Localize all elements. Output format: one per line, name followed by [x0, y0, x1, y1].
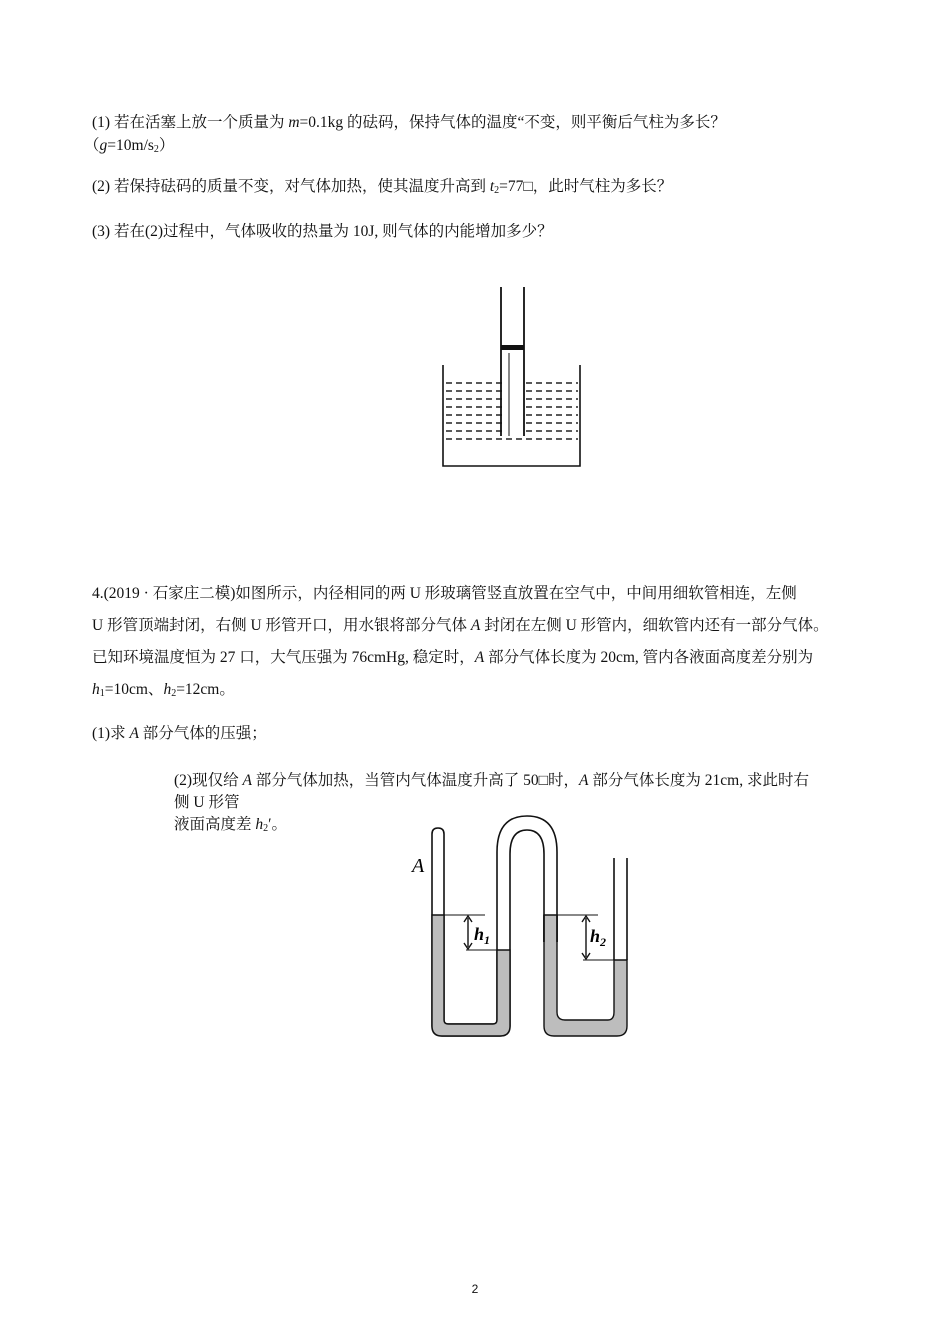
q4-line3-text-a: 已知环境温度恒为 27 口，大气压强为 76cmHg, 稳定时，	[92, 649, 475, 666]
label-h2-sub: 2	[600, 935, 607, 949]
q4-sub2-line3	[174, 815, 287, 839]
q4-sub2-end: 。	[271, 816, 288, 833]
q3-p1-mass-symbol: m	[288, 114, 300, 131]
q3-p1-g-value: =10m/s	[107, 137, 154, 154]
u-tube-figure	[400, 812, 640, 1042]
q4-h2-value: =12cm。	[176, 681, 235, 698]
label-h2	[590, 926, 606, 949]
label-A: A	[412, 855, 425, 877]
q4-line2-text-a: U 形管顶端封闭，右侧 U 形管开口，用水银将部分气体	[92, 617, 471, 634]
q4-h2-sub: 2	[171, 688, 177, 699]
q3-part2	[92, 177, 672, 201]
q4-h1-symbol: h	[92, 681, 100, 698]
q4-h2-symbol: h	[163, 681, 172, 698]
q4-sub2-text-a: (2)现仅给	[174, 772, 243, 789]
q4-sub2-line2: 侧 U 形管	[174, 794, 240, 811]
q4-sub1-text-b: 部分气体的压强；	[138, 725, 267, 742]
q4-sub2-line1	[174, 771, 809, 791]
q3-part1-line1	[92, 113, 726, 133]
q4-sub1-A: A	[129, 725, 139, 742]
q3-p1-text-a: (1) 若在活塞上放一个质量为	[92, 114, 289, 131]
q4-line3-text-b: 部分气体长度为 20cm, 管内各液面高度差分别为	[484, 649, 814, 666]
q3-p2-t-sub: 2	[494, 185, 500, 196]
q3-p1-g-exponent: 2	[153, 144, 159, 155]
q4-line2-A: A	[470, 617, 481, 634]
q4-h1-sub: 1	[99, 688, 105, 699]
q4-sub1-text-a: (1)求	[92, 725, 130, 742]
q3-part1-line2	[84, 136, 174, 160]
q3-p1-text-b: =0.1kg 的砝码，保持气体的温度“不变，则平衡后气柱为多长？	[299, 114, 726, 131]
q4-line1: 4.(2019 · 石家庄二模)如图所示，内径相同的两 U 形玻璃管竖直放置在空气中，中间用细软管相连，左侧	[92, 585, 797, 602]
piston-tube-figure	[438, 283, 588, 473]
q4-line2	[92, 616, 829, 636]
label-h1-h: h	[474, 924, 485, 944]
q4-h1-value: =10cm、	[104, 681, 164, 698]
q3-part3: (3) 若在(2)过程中，气体吸收的热量为 10J, 则气体的内能增加多少？	[92, 223, 553, 240]
q4-line2-text-b: 封闭在左侧 U 形管内，细软管内还有一部分气体。	[480, 617, 829, 634]
label-h1	[474, 924, 490, 947]
label-h2-h: h	[590, 926, 601, 946]
piston	[501, 345, 524, 350]
q4-line4	[92, 680, 235, 704]
q3-p2-text-b: =77□，此时气柱为多长？	[499, 178, 673, 195]
q4-sub2-text-b: 部分气体加热，当管内气体温度升高了 50□时，	[251, 772, 580, 789]
page-number: 2	[471, 1282, 479, 1296]
q4-sub2-text-c: 部分气体长度为 21cm, 求此时右	[588, 772, 809, 789]
q4-sub2-h-symbol: h	[255, 816, 264, 833]
q4-sub2-A: A	[242, 772, 252, 789]
label-h1-sub: 1	[484, 933, 491, 947]
q4-sub2-A2: A	[579, 772, 589, 789]
q4-sub2-line3-text: 液面高度差	[174, 816, 256, 833]
q4-line3	[92, 648, 813, 668]
q3-p1-paren-open: （	[84, 137, 100, 154]
q3-p1-paren-close: ）	[158, 137, 175, 154]
q3-p2-text-a: (2) 若保持砝码的质量不变，对气体加热，使其温度升高到	[92, 178, 490, 195]
q3-p2-t-symbol: t	[489, 178, 495, 195]
q4-sub1	[92, 724, 267, 744]
q4-sub2-prime: ′	[268, 816, 272, 833]
left-mercury	[432, 915, 510, 1036]
q3-p1-g-symbol: g	[99, 137, 108, 154]
q4-line3-A: A	[474, 649, 485, 666]
q4-sub2-h-sub: 2	[263, 823, 269, 834]
